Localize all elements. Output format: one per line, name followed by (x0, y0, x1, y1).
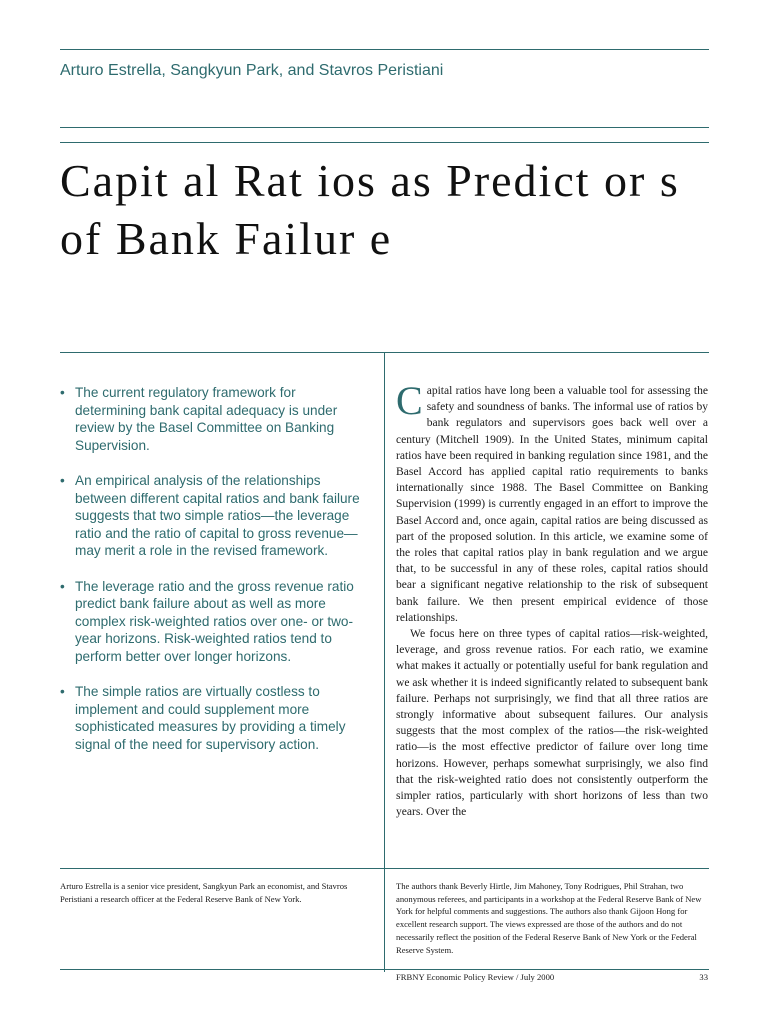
author-line: Arturo Estrella, Sangkyun Park, and Stavros Peristiani (60, 62, 444, 79)
drop-cap: C (396, 378, 423, 423)
article-title (60, 152, 720, 268)
author-bottom-rule (60, 127, 709, 128)
page-footer (396, 972, 708, 982)
author-affiliation-note: Arturo Estrella is a senior vice president, Sangkyun Park an economist, and Stavros Peristiani a research officer at the Federal Reserve Bank of New York. (60, 881, 348, 904)
summary-bullet: • The current regulatory framework for determining bank capital adequacy is under review by the Basel Committee on Banking Supervision. (60, 385, 338, 453)
summary-bullet: • The leverage ratio and the gross revenue ratio predict bank failure about as well as more complex risk-weighted ratios over one- or two-year horizons. Risk-weighted ratios tend to perform better over longer horizons. (60, 578, 354, 664)
footnote-top-rule (60, 868, 709, 869)
top-rule (60, 49, 709, 50)
title-line-2: of Bank Failur e (60, 213, 393, 264)
bullet-dot-icon: • (60, 385, 65, 400)
acknowledgements-note: The authors thank Beverly Hirtle, Jim Mahoney, Tony Rodrigues, Phil Strahan, two anonymous referees, and participants in a workshop at the Federal Reserve Bank of New York for helpful comments and suggestions. The authors also thank Gijoon Hong for excellent research support. The views expressed are those of the authors and do not necessarily reflect the position of the Federal Reserve Bank of New York or the Federal Reserve System. (396, 881, 702, 955)
footer-rule (60, 969, 709, 970)
article-body (396, 378, 708, 820)
journal-citation: FRBNY Economic Policy Review / July 2000 (396, 972, 555, 982)
page-number: 33 (699, 972, 708, 982)
title-line-1: Capit al Rat ios as Predict or s (60, 155, 680, 206)
bullet-dot-icon: • (60, 684, 65, 699)
summary-bullet: • An empirical analysis of the relationships between different capital ratios and bank failure suggests that two simple ratios—the leverage ratio and the ratio of capital to gross revenue—may merit a role in the revised framework. (60, 473, 360, 558)
column-divider (384, 352, 385, 972)
summary-bullet: • The simple ratios are virtually costless to implement and could supplement more sophisticated measures by providing a timely signal of the need for supervisory action. (60, 684, 346, 752)
title-top-rule (60, 142, 709, 143)
bullet-dot-icon: • (60, 473, 65, 488)
article-paragraph-1: Capital ratios have long been a valuable tool for assessing the safety and soundness of banks. The informal use of ratios by bank regulators and supervisors goes back well over a century (Mitchell 1909). In the United States, minimum capital ratios have been required in banking regulation since 1981, and the Basel Accord has applied capital ratio requirements to banks internationally since 1988. The Basel Committee on Banking Supervision (1999) is currently engaged in an effort to improve the Basel Accord and, once again, capital ratios are being discussed as part of the proposed solution. In this article, we examine some of the roles that capital ratios play in bank regulation and we argue that, to be successful in any of these roles, capital ratios should bear a significant negative relationship to the risk of subsequent bank failure. We then present empirical evidence of those relationships. (396, 378, 708, 624)
article-paragraph-2: We focus here on three types of capital ratios—risk-weighted, leverage, and gross revenue ratios. For each ratio, we examine what makes it actually or potentially useful for bank regulation and we ask whether it is indeed significantly related to subsequent bank failure. Perhaps not surprisingly, we find that all three ratios are strongly informative about subsequent failures. Our analysis suggests that the most complex of the ratios—the risk-weighted ratio—is the most effective predictor of failure over long time horizons. However, perhaps somewhat surprisingly, we also find that the risk-weighted ratio does not consistently outperform the simpler ratios, particularly with short horizons of less than two years. Over the (396, 628, 708, 819)
summary-bullets (60, 384, 370, 771)
bullet-dot-icon: • (60, 578, 65, 594)
